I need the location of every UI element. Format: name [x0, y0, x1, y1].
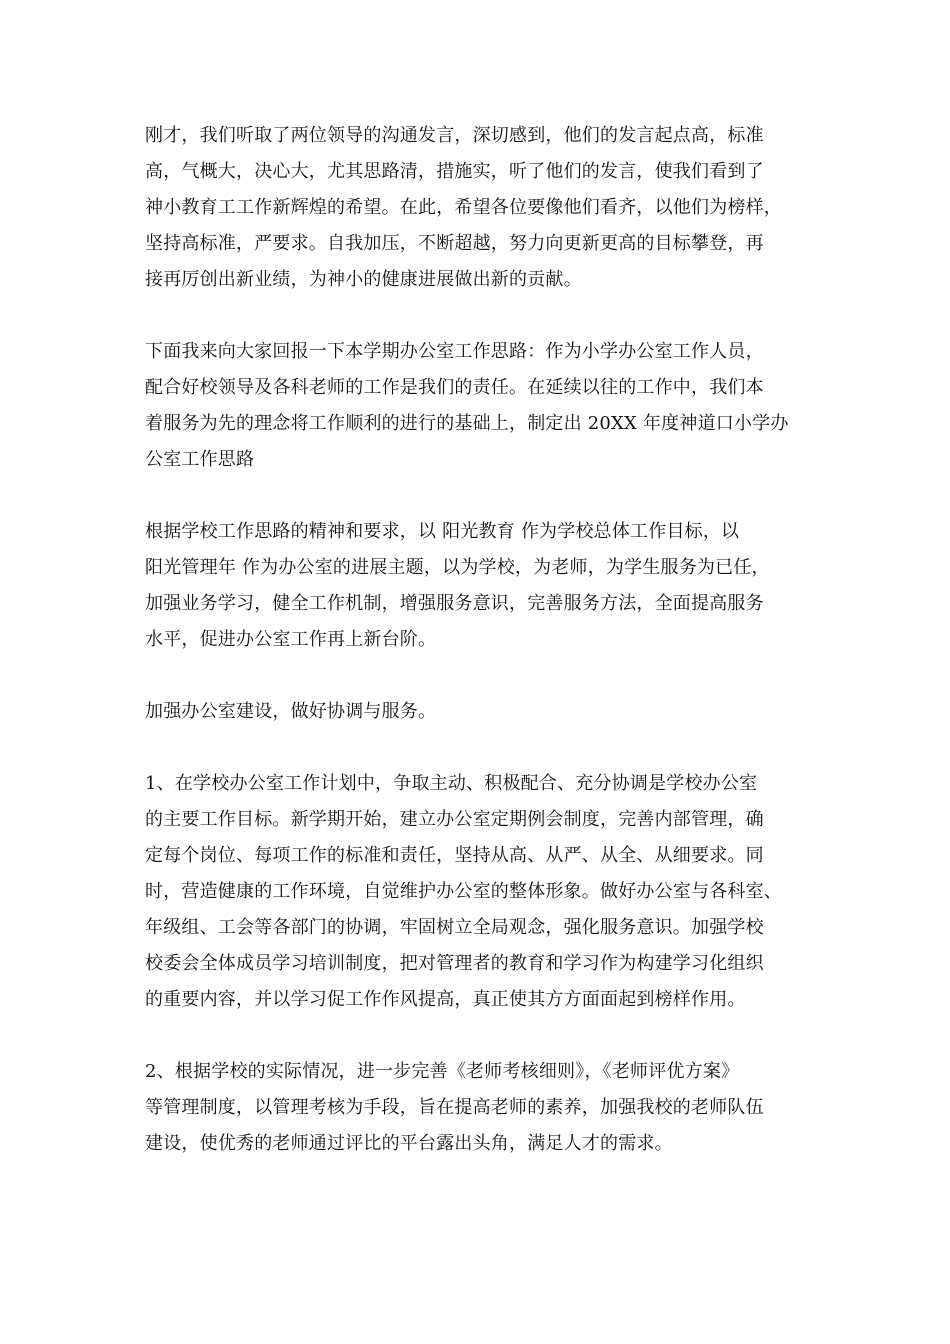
paragraph-line: 水平，促进办公室工作再上新台阶。	[145, 629, 437, 650]
paragraph-line: 1、在学校办公室工作计划中，争取主动、积极配合、充分协调是学校办公室	[145, 773, 758, 794]
paragraph-line: 坚持高标准，严要求。自我加压，不断超越，努力向更新更高的目标攀登，再	[145, 233, 764, 254]
paragraph-line: 神小教育工工作新辉煌的希望。在此，希望各位要像他们看齐，以他们为榜样，	[145, 197, 782, 218]
paragraph-line: 接再厉创出新业绩，为神小的健康进展做出新的贡献。	[145, 269, 582, 290]
paragraph-line: 的重要内容，并以学习促工作作风提高，真正使其方方面面起到榜样作用。	[145, 989, 746, 1010]
paragraph-section-heading	[145, 694, 815, 730]
paragraph-line: 加强业务学习，健全工作机制，增强服务意识，完善服务方法，全面提高服务	[145, 593, 764, 614]
paragraph-line: 高，气概大，决心大，尤其思路清，措施实，听了他们的发言，使我们看到了	[145, 161, 764, 182]
paragraph-line: 校委会全体成员学习培训制度，把对管理者的教育和学习作为构建学习化组织	[145, 953, 764, 974]
paragraph-item-2	[145, 1054, 815, 1162]
paragraph-line: 阳光管理年 作为办公室的进展主题，以为学校，为老师，为学生服务为已任，	[145, 557, 770, 578]
paragraph-line: 加强办公室建设，做好协调与服务。	[145, 701, 437, 722]
paragraph-office-work-ideas	[145, 334, 815, 478]
paragraph-leaders-speech	[145, 118, 815, 298]
paragraph-line: 刚才，我们听取了两位领导的沟通发言，深切感到，他们的发言起点高，标准	[145, 125, 764, 146]
paragraph-line: 年级组、工会等各部门的协调，牢固树立全局观念，强化服务意识。加强学校	[145, 917, 764, 938]
paragraph-line: 的主要工作目标。新学期开始，建立办公室定期例会制度，完善内部管理，确	[145, 809, 764, 830]
paragraph-line: 时，营造健康的工作环境，自觉维护办公室的整体形象。做好办公室与各科室、	[145, 881, 782, 902]
paragraph-line: 定每个岗位、每项工作的标准和责任，坚持从高、从严、从全、从细要求。同	[145, 845, 764, 866]
paragraph-line: 配合好校领导及各科老师的工作是我们的责任。在延续以往的工作中，我们本	[145, 377, 764, 398]
paragraph-line: 着服务为先的理念将工作顺利的进行的基础上，制定出 20XX 年度神道口小学办	[145, 413, 789, 434]
paragraph-line: 公室工作思路	[145, 449, 255, 470]
document-body	[145, 118, 815, 1162]
paragraph-line: 建设，使优秀的老师通过评比的平台露出头角，满足人才的需求。	[145, 1133, 673, 1154]
paragraph-line: 等管理制度，以管理考核为手段，旨在提高老师的素养，加强我校的老师队伍	[145, 1097, 764, 1118]
paragraph-line: 下面我来向大家回报一下本学期办公室工作思路：作为小学办公室工作人员，	[145, 341, 764, 362]
paragraph-sunshine-education	[145, 514, 815, 658]
paragraph-item-1	[145, 766, 815, 1018]
paragraph-line: 根据学校工作思路的精神和要求，以 阳光教育 作为学校总体工作目标，以	[145, 521, 740, 542]
paragraph-line: 2、根据学校的实际情况，进一步完善《老师考核细则》，《老师评优方案》	[145, 1061, 740, 1082]
